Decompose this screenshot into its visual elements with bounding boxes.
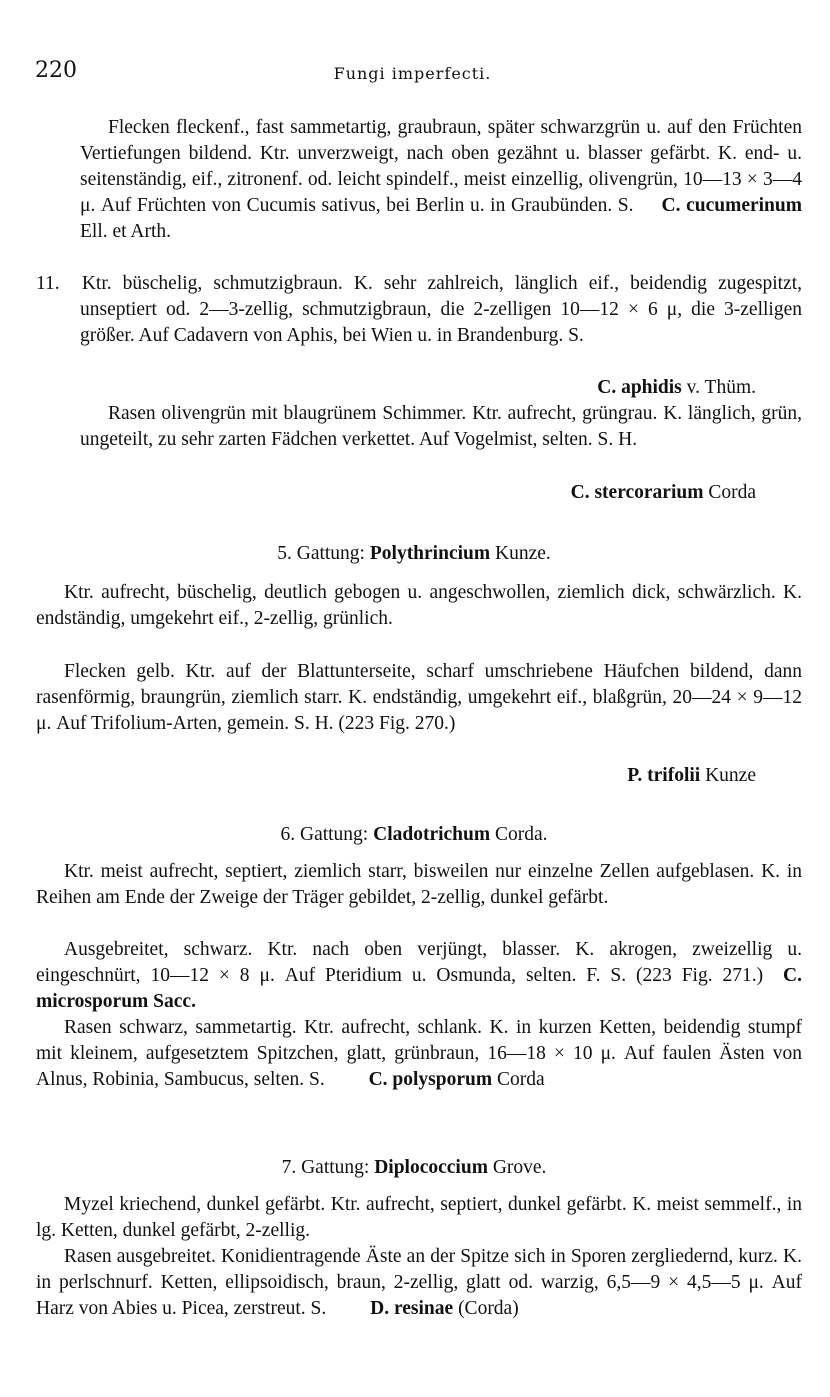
name-line-stercorarium <box>80 480 756 506</box>
key-number: 11. <box>36 273 60 294</box>
genus-description-cladotrichum: Ktr. meist aufrecht, septiert, ziemlich starr, bisweilen nur einzelne Zellen aufgeblasen. K. in Reihen am Ende der Zweige der Träger gebildet, 2-zellig, dunkel gefärbt. <box>36 861 802 908</box>
page-number: 220 <box>35 58 77 83</box>
species-author: Ell. et Arth. <box>80 221 171 242</box>
entry-aphidis: 11. Ktr. büschelig, schmutzigbraun. K. sehr zahlreich, länglich eif., beidendig zugespitzt, unseptiert od. 2—3-zellig, schmutzigbraun, die 2-zelligen 10—12 × 6 μ, die 3-zelligen größer. Auf Cadavern von Aphis, bei Wien u. in Brandenburg. S. <box>36 273 803 346</box>
name-line-aphidis <box>80 375 756 401</box>
genus-description-diplococcium: Myzel kriechend, dunkel gefärbt. Ktr. aufrecht, septiert, dunkel gefärbt. K. meist semmelf., in lg. Ketten, dunkel gefärbt, 2-zellig. <box>36 1194 802 1241</box>
entry-stercorarium: Rasen olivengrün mit blaugrünem Schimmer. Ktr. aufrecht, grüngrau. K. länglich, grün, ungeteilt, zu sehr zarten Fädchen verkettet. Auf Vogelmist, selten. S. H. <box>80 403 802 450</box>
species-author: Corda <box>496 1069 545 1090</box>
species-name: C. aphidis <box>597 377 682 398</box>
page-header <box>35 58 790 90</box>
species-name: C. stercorarium <box>570 482 704 503</box>
species-name: C. microsporum Sacc. <box>36 965 802 1012</box>
genus-description-polythrincium: Ktr. aufrecht, büschelig, deutlich gebogen u. angeschwollen, ziemlich dick, schwärzlich. K. endständig, umgekehrt eif., 2-zellig, grünlich. <box>36 582 802 629</box>
genus-heading-cladotrichum: 6. Gattung: Cladotrichum Corda. <box>280 824 548 845</box>
entry-cucumerinum: Flecken fleckenf., fast sammetartig, graubraun, später schwarzgrün u. auf den Früchten Vertiefungen bildend. Ktr. unverzweigt, nach oben gezähnt u. blasser gefärbt. K. end- u. seitenständig, eif., zitronenf. od. leicht spindelf., meist einzellig, olivengrün, 10—13 × 3—4 μ. Auf Früchten von Cucumis sativus, bei Berlin u. in Graubünden. S. C. cucumerinum Ell. et Arth. <box>80 117 802 242</box>
genus-heading-diplococcium: 7. Gattung: Diplococcium Grove. <box>281 1157 547 1178</box>
species-name: C. polysporum <box>368 1069 493 1090</box>
entry-resinae: Rasen ausgebreitet. Konidientragende Äste an der Spitze sich in Sporen zergliedernd, kurz. K. in perlschnurf. Ketten, ellipsoidisch, braun, 2-zellig, glatt od. warzig, 6,5—9 × 4,5—5 μ. Auf Harz von Abies u. Picea, zerstreut. S. D. resinae (Corda) <box>36 1246 802 1319</box>
species-name: C. cucumerinum <box>661 195 802 216</box>
entry-polysporum: Rasen schwarz, sammetartig. Ktr. aufrecht, schlank. K. in kurzen Ketten, beidendig stumpf mit kleinem, aufgesetztem Spitzchen, glatt, grünbraun, 16—18 × 10 μ. Auf faulen Ästen von Alnus, Robinia, Sambucus, selten. S. C. polysporum Corda <box>36 1017 802 1090</box>
species-name: D. resinae <box>370 1298 454 1319</box>
entry-trifolii: Flecken gelb. Ktr. auf der Blattunterseite, scharf umschriebene Häufchen bildend, dann rasenförmig, braungrün, ziemlich starr. K. endständig, umgekehrt eif., blaßgrün, 20—24 × 9—12 μ. Auf Trifolium-Arten, gemein. S. H. (223 Fig. 270.) <box>36 661 802 734</box>
species-name: P. trifolii <box>627 765 701 786</box>
entry-microsporum: Ausgebreitet, schwarz. Ktr. nach oben verjüngt, blasser. K. akrogen, zweizellig u. eingeschnürt, 10—12 × 8 μ. Auf Pteridium u. Osmunda, selten. F. S. (223 Fig. 271.) C. microsporum Sacc. <box>36 939 802 1012</box>
running-title: Fungi imperfecti. <box>333 64 492 83</box>
name-line-trifolii <box>80 763 756 789</box>
species-author: v. Thüm. <box>686 377 756 398</box>
species-author: Corda <box>708 482 756 503</box>
species-author: Kunze <box>705 765 756 786</box>
species-author: (Corda) <box>458 1298 519 1319</box>
genus-heading-polythrincium: 5. Gattung: Polythrincium Kunze. <box>277 543 551 564</box>
